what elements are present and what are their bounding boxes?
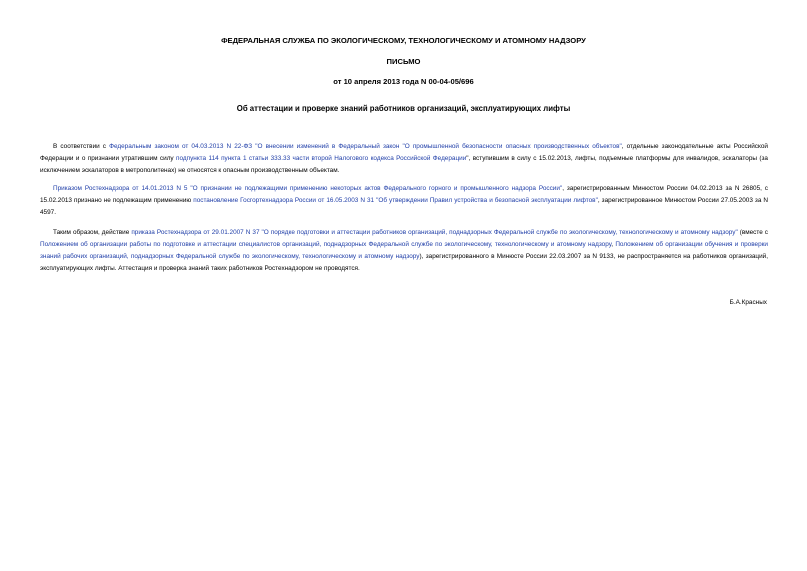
paragraph-text: (вместе с [737,229,768,236]
workers-regulation-link[interactable]: Положением об организации обучения и проверки знаний рабочих организаций, поднадзорных Федеральной службе по экологическому, технологическому и атомному надзору [40,241,768,260]
paragraph-text: , зарегистрированное Минюстом России 27.05.2003 за N 4597. [40,197,769,216]
tax-code-link[interactable]: подпункта 114 пункта 1 статьи 333.33 части второй Налогового кодекса Российской Федерации [176,155,467,162]
paragraph-text: ), зарегистрированного в Минюсте России 22.03.2007 за N 9133, не распространяется на работников организаций, эксплуатирующих лифты. Аттестация и проверка знаний таких работников Ростехнадзором не проводятся. [40,253,769,272]
specialists-regulation-link[interactable]: Положением об организации работы по подготовке и аттестации специалистов организаций, поднадзорных Федеральной службе по экологическому, технологическому и атомному надзору [40,241,612,248]
paragraph-3 [40,227,768,275]
order-37-link[interactable]: приказа Ростехнадзора от 29.01.2007 N 37 "О порядке подготовки и аттестации работников организаций, поднадзорных Федеральной службе по экологическому, технологическому и атомному надзору" [131,229,738,236]
signature: Б.А.Красных [729,299,767,306]
paragraph-text: , отдельные законодательные акты Российской Федерации и о признании утратившим силу [40,143,768,162]
document-number: от 10 апреля 2013 года N 00-04-05/696 [333,77,474,86]
federal-law-link[interactable]: Федеральным законом от 04.03.2013 N 22-ФЗ "О внесении изменений в Федеральный закон "О промышленной безопасности опасных производственных объектов" [109,143,622,150]
paragraph-text: Таким образом, действие [53,229,132,236]
paragraph-1 [40,141,768,177]
paragraph-2 [40,183,768,219]
order-5-link[interactable]: Приказом Ростехнадзора от 14.01.2013 N 5 "О признании не подлежащими применению некоторых актов Федерального горного и промышленного надзора России" [53,185,563,192]
document-subject: Об аттестации и проверке знаний работников организаций, эксплуатирующих лифты [236,104,571,113]
document-type: ПИСЬМО [386,57,421,66]
paragraph-text: ", вступившим в силу с 15.02.2013, лифты, подъемные платформы для инвалидов, эскалаторы (за исключением эскалаторов в метрополитенах) не относятся к опасным производственным объектам. [40,155,768,174]
paragraph-text: , [611,241,616,248]
paragraph-text: В соответствии с [53,143,110,150]
organization-name: ФЕДЕРАЛЬНАЯ СЛУЖБА ПО ЭКОЛОГИЧЕСКОМУ, ТЕХНОЛОГИЧЕСКОМУ И АТОМНОМУ НАДЗОРУ [221,36,586,45]
paragraph-text: , зарегистрированным Минюстом России 04.02.2013 за N 26805, с 15.02.2013 признано не подлежащим применению [40,185,768,204]
resolution-31-link[interactable]: постановление Госгортехнадзора России от 16.05.2003 N 31 "Об утверждении Правил устройства и безопасной эксплуатации лифтов" [193,197,598,204]
